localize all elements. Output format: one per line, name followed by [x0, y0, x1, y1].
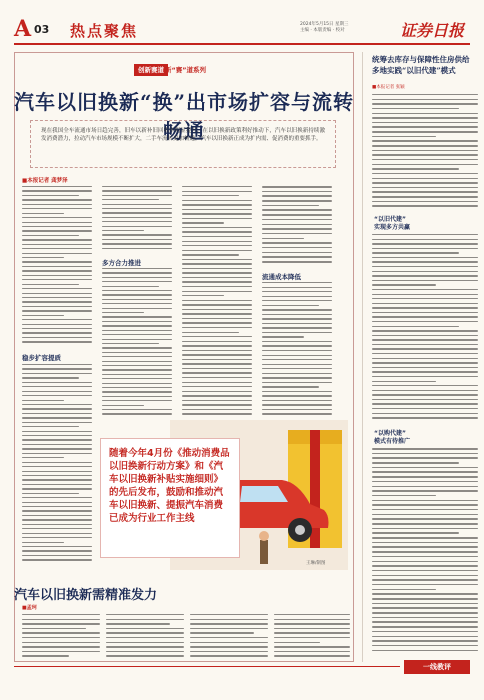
- lead-text: 现在我国全车流通市场日趋完善，旧车以新补旧回收率明显提升，在以旧换新政策利好推动下，汽车以旧换新持续激发消费潜力，拉动汽车市场规模不断扩大，二手车流转更加畅通，汽车以旧换新正成为扩内需、促消费的重要抓手。: [41, 128, 325, 142]
- main-headline: 汽车以旧换新“换”出市场扩容与流转畅通: [14, 90, 355, 143]
- section-number: 03: [34, 23, 50, 36]
- subhead-1: 稳步扩容提质: [22, 354, 61, 362]
- header-rule: [14, 43, 470, 45]
- second-body-col-4: [274, 614, 350, 660]
- second-body-col-2: [106, 614, 184, 660]
- main-byline: ■本报记者 龚梦泽: [22, 178, 68, 184]
- body-column-1: [22, 186, 92, 346]
- illustration-credit: 王琳/制图: [306, 561, 326, 566]
- second-body-col-3: [190, 614, 268, 660]
- body-column-3: [182, 186, 252, 418]
- body-column-4b: [262, 282, 332, 418]
- body-column-1b: [22, 364, 92, 564]
- subhead-2: 多方合力推进: [102, 259, 141, 267]
- header-meta-date: 2024年5月15日 星期三: [300, 22, 349, 27]
- side-body-2: [372, 234, 478, 422]
- second-byline: ■孟珂: [22, 605, 37, 611]
- subhead-3: 流通成本降低: [262, 273, 301, 281]
- header-meta-editors: 主编 · 本版责编 · 校对: [300, 28, 345, 33]
- paper-logo: 证券日报: [400, 21, 465, 40]
- column-divider: [362, 52, 363, 662]
- section-title: 热点聚焦: [70, 22, 139, 40]
- side-body-1: [372, 94, 478, 210]
- footer-column-tag: 一线教评: [404, 660, 470, 674]
- side-subhead-1: “以旧代建”: [374, 216, 406, 223]
- topic-series: 新“赛”道系列: [165, 66, 207, 74]
- side-subhead-2b: 模式有待推广: [374, 438, 411, 445]
- topic-tag: 创新赛道: [134, 64, 168, 76]
- body-column-4: [262, 186, 332, 266]
- car-hub-rear: [295, 525, 305, 535]
- worker-head: [259, 531, 269, 541]
- side-byline: ■本报记者 张颖: [372, 85, 405, 90]
- pull-quote: 随着今年4月份《推动消费品以旧换新行动方案》和《汽车以旧换新补贴实施细则》的先后发布，鼓励和推动汽车以旧换新、提振汽车消费已成为行业工作主线: [109, 448, 230, 524]
- body-column-2: [102, 186, 172, 252]
- header-meta: [300, 22, 348, 34]
- footer-rule: [14, 666, 400, 667]
- second-body-col-1: [22, 614, 100, 660]
- body-column-2b: [102, 268, 172, 418]
- side-subhead-2: “以购代建”: [374, 430, 406, 437]
- worker-figure: [260, 540, 268, 564]
- pull-quote-box: [100, 438, 240, 558]
- side-subhead-1b: 实现多方共赢: [374, 224, 411, 231]
- side-body-3: [372, 448, 478, 654]
- side-headline: 统筹去库存与保障性住房供给 多地实践“以旧代建”模式: [372, 55, 470, 75]
- lead-box: [30, 120, 336, 168]
- section-letter: A: [14, 16, 32, 42]
- second-headline: 汽车以旧换新需精准发力: [14, 588, 158, 603]
